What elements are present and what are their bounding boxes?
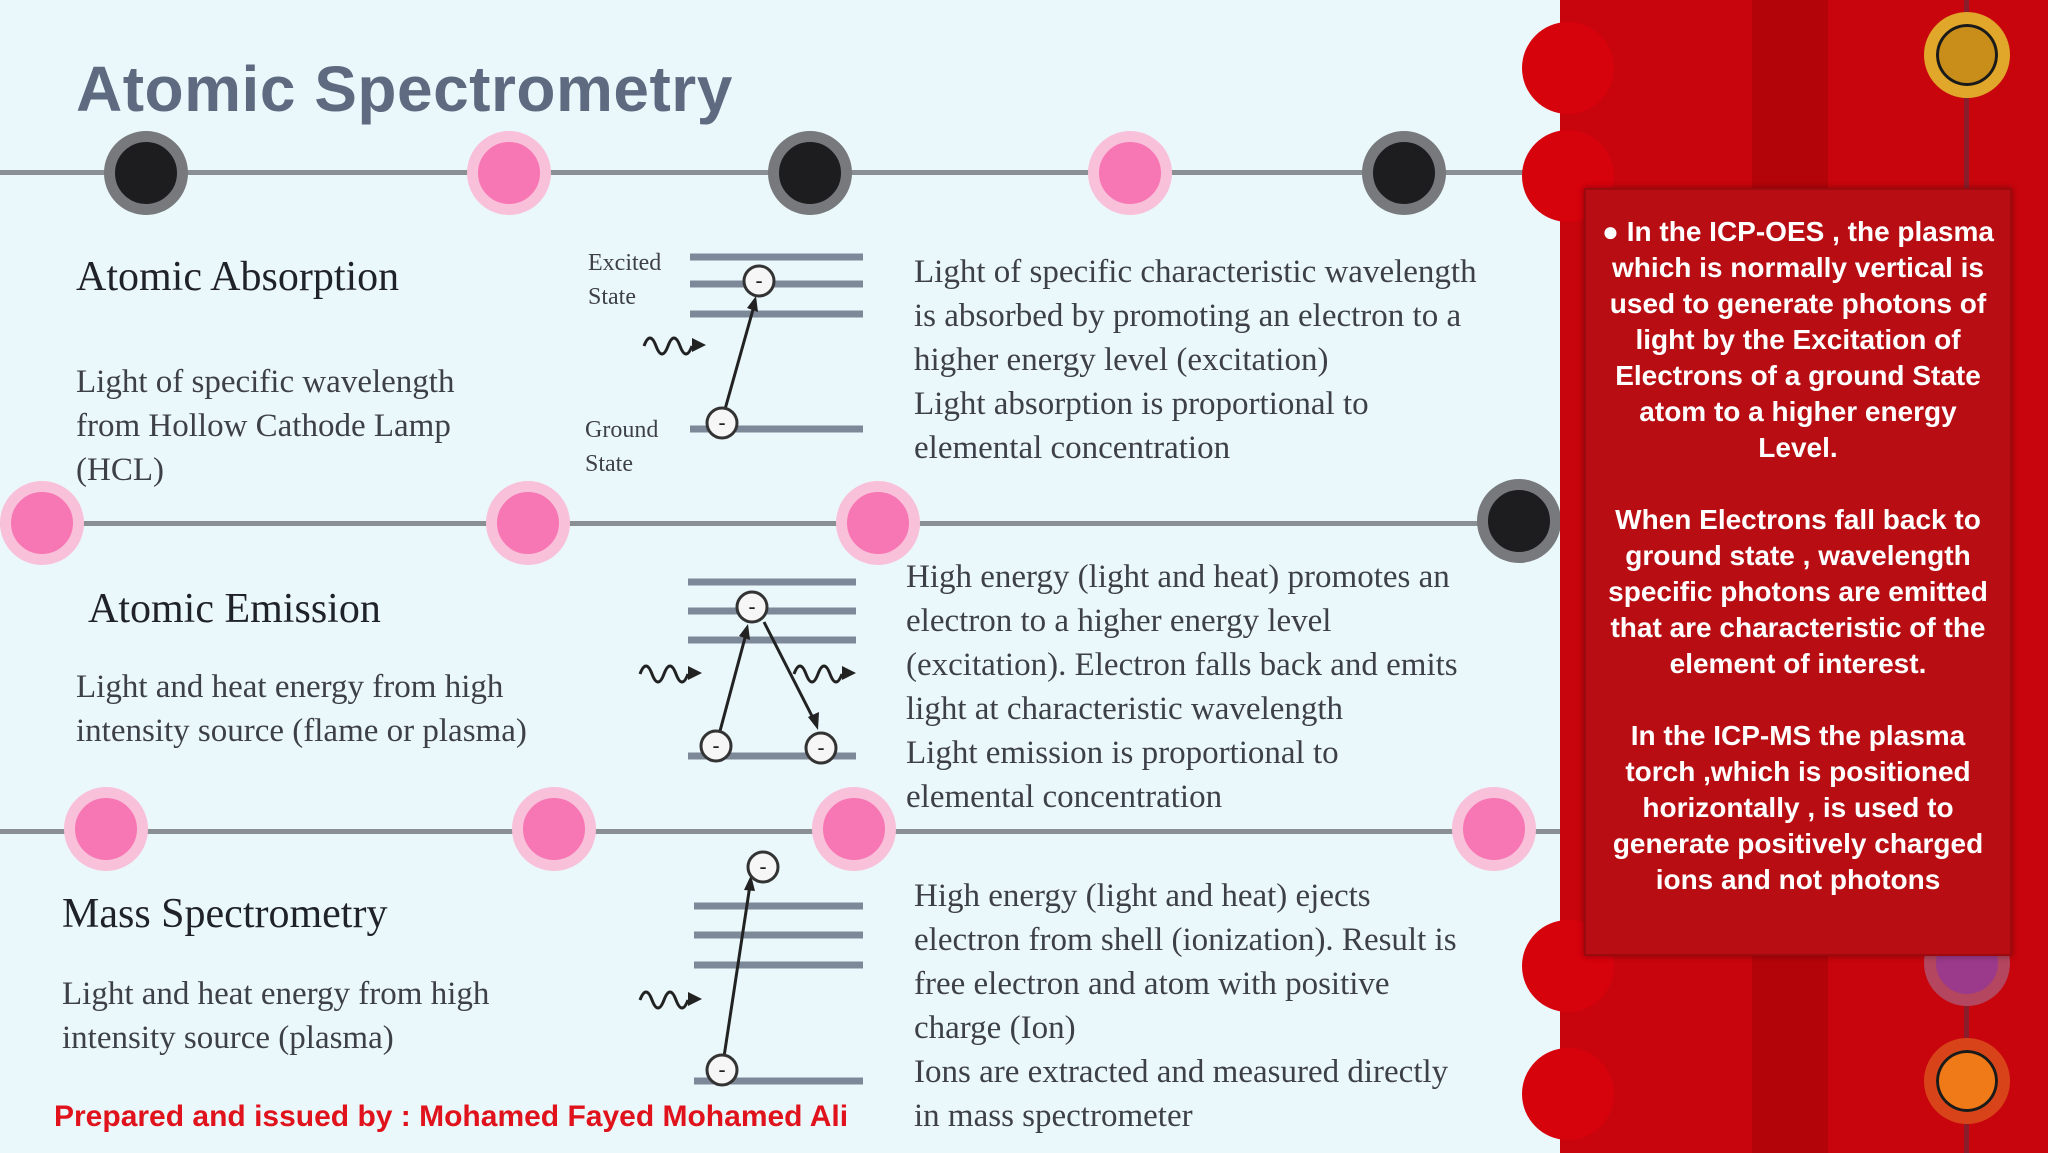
svg-text:-: - — [755, 268, 763, 293]
svg-text:-: - — [759, 854, 767, 879]
timeline-dot-pink — [1452, 787, 1536, 871]
photon-wave-icon — [640, 666, 688, 682]
excitation-arrowhead-icon — [747, 296, 758, 312]
energy-level-lines — [690, 257, 863, 429]
timeline-dot-dark — [1477, 479, 1561, 563]
atomic-emission-heading: Atomic Emission — [88, 586, 381, 632]
svg-text:-: - — [718, 410, 726, 435]
timeline-dot-pink — [512, 787, 596, 871]
electron-icon — [701, 731, 731, 761]
photon-wave-icon — [644, 338, 692, 354]
emission-energy-diagram — [630, 570, 890, 770]
timeline-dot-pink — [0, 481, 84, 565]
svg-text:-: - — [712, 733, 720, 758]
electron-icon — [744, 266, 774, 296]
emission-note: When Electrons fall back to ground state , wavelength specific photons are emitted that are characteristic of the element of interest. — [1608, 504, 1988, 679]
emitted-photon-wave-icon — [794, 666, 842, 682]
photon-arrowhead-icon — [688, 666, 702, 680]
electron-icon — [748, 852, 778, 882]
page-title: Atomic Spectrometry — [76, 53, 733, 125]
excitation-arrow — [722, 306, 754, 420]
timeline-line-1 — [0, 170, 1530, 175]
timeline-dot-pink — [64, 787, 148, 871]
electron-icon — [806, 733, 836, 763]
ionization-energy-diagram — [630, 845, 870, 1090]
ground-state-label: Ground State — [585, 417, 659, 477]
ionization-arrow — [722, 885, 750, 1070]
excited-state-label: Excited State — [588, 250, 662, 310]
orange-ring-icon — [1924, 1038, 2010, 1124]
electron-icon — [707, 408, 737, 438]
atomic-absorption-heading: Atomic Absorption — [76, 254, 400, 300]
panel-tab — [1522, 22, 1614, 114]
timeline-dot-pink — [486, 481, 570, 565]
icp-ms-note: In the ICP-MS the plasma torch ,which is positioned horizontally , is used to generate positively charged ions and not photons — [1612, 720, 1984, 895]
icp-info-box — [1584, 188, 2012, 956]
electron-icon — [707, 1055, 737, 1085]
gold-ring-icon — [1924, 12, 2010, 98]
icp-oes-note: ● In the ICP-OES , the plasma which is normally vertical is used to generate photons of light by the Excitation of Electrons of a ground State atom to a higher energy Level. — [1602, 216, 1994, 463]
mass-spectrometry-heading: Mass Spectrometry — [62, 891, 388, 937]
excitation-arrow — [716, 634, 746, 746]
timeline-dot-dark — [768, 131, 852, 215]
timeline-dot-dark — [1362, 131, 1446, 215]
emitted-photon-arrowhead-icon — [842, 666, 856, 680]
photon-arrowhead-icon — [688, 992, 702, 1006]
timeline-dot-pink — [467, 131, 551, 215]
panel-tab — [1522, 1048, 1614, 1140]
svg-text:-: - — [718, 1057, 726, 1082]
svg-text:-: - — [748, 594, 756, 619]
atomic-absorption-description: Light of specific characteristic wavelength is absorbed by promoting an electron to a higher energy level (excitation) Light absorption is proportional to elemental concentration — [914, 254, 1477, 466]
photon-arrowhead-icon — [692, 338, 706, 352]
absorption-energy-diagram — [630, 240, 870, 460]
mass-spectrometry-source: Light and heat energy from high intensity source (plasma) — [62, 976, 490, 1056]
atomic-absorption-source: Light of specific wavelength from Hollow Cathode Lamp (HCL) — [76, 364, 455, 488]
svg-text:-: - — [817, 735, 825, 760]
timeline-dot-pink — [836, 481, 920, 565]
photon-wave-icon — [640, 992, 688, 1008]
timeline-dot-dark — [104, 131, 188, 215]
electron-icon — [737, 592, 767, 622]
mass-spectrometry-description: High energy (light and heat) ejects electron from shell (ionization). Result is free electron and atom with positive charge (Ion) Ions are extracted and measured directly in mass spectrometer — [914, 878, 1457, 1134]
timeline-dot-pink — [1088, 131, 1172, 215]
timeline-line-2 — [0, 521, 1545, 526]
timeline-line-3 — [0, 829, 1560, 834]
atomic-emission-description: High energy (light and heat) promotes an electron to a higher energy level (excitation). Electron falls back and emits light at characteristic wavelength Light emission is proportional to elemental concentration — [906, 559, 1458, 815]
author-credit: Prepared and issued by : Mohamed Fayed Mohamed Ali — [54, 1100, 849, 1133]
atomic-emission-source: Light and heat energy from high intensity source (flame or plasma) — [76, 669, 527, 749]
